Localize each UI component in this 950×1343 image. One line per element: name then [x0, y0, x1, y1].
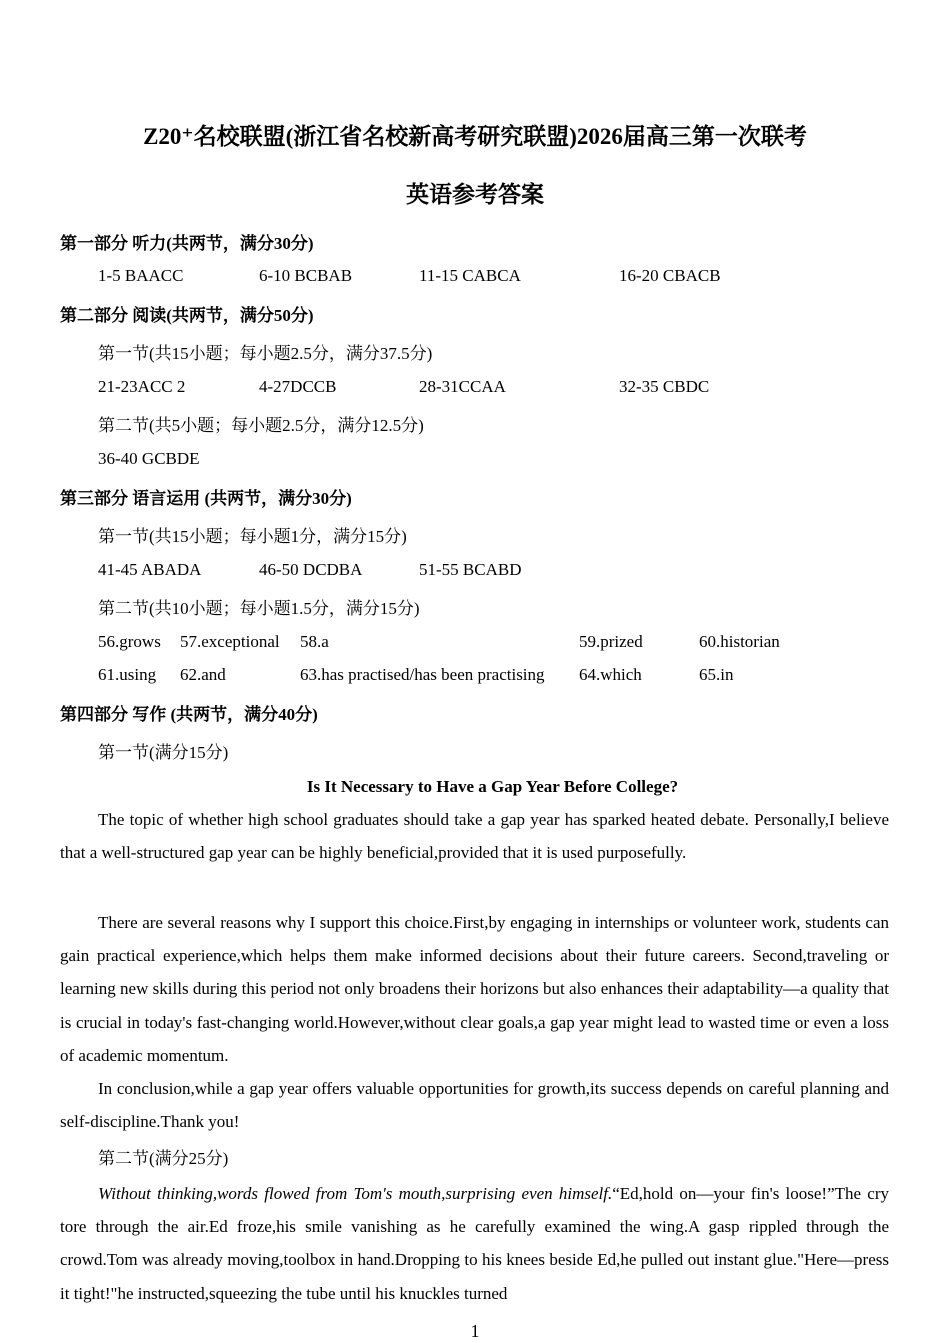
section-label: 第二节(共5小题；每小题2.5分，满分12.5分) [98, 416, 424, 435]
answer-group: 21-23ACC 2 [98, 377, 186, 396]
page-title: Z20⁺名校联盟(浙江省名校新高考研究联盟)2026届高三第一次联考 [143, 124, 807, 149]
fill-answer: 64.which [579, 665, 642, 684]
answer-group: 36-40 GCBDE [98, 449, 200, 468]
essay-paragraph: In conclusion,while a gap year offers valuable opportunities for growth,its success depends on careful planning and self-discipline.Thank you! [60, 1079, 889, 1132]
section-label: 第二节(满分25分) [98, 1149, 229, 1168]
answer-group: 11-15 CABCA [419, 266, 521, 285]
section-label: 第一节(共15小题；每小题1分，满分15分) [98, 527, 407, 546]
answer-group: 41-45 ABADA [98, 560, 202, 579]
fill-answer: 63.has practised/has been practising [300, 665, 545, 684]
story-continuation: “Ed,hold on—your fin's loose!”The cry tore through the air.Ed froze,his smile vanishing as he carefully examined the wing.A gasp rippled through the crowd.Tom was already moving,toolbox in hand.Dropping to his knees beside Ed,he pulled out instant glue."Here—press it tight!"he instructed,squeezing the tube until his knuckles turned [60, 1184, 889, 1303]
story-opening-sentence: Without thinking,words flowed from Tom's mouth,surprising even himself. [98, 1184, 613, 1203]
section-label: 第一节(满分15分) [98, 743, 229, 762]
part3-heading: 第三部分 语言运用 (共两节，满分30分) [60, 489, 352, 508]
answer-group: 6-10 BCBAB [259, 266, 353, 285]
answer-group: 1-5 BAACC [98, 266, 184, 285]
fill-answer: 65.in [699, 665, 734, 684]
answer-group: 28-31CCAA [419, 377, 506, 396]
section-label: 第一节(共15小题；每小题2.5分，满分37.5分) [98, 344, 433, 363]
essay-title: Is It Necessary to Have a Gap Year Before College? [306, 777, 679, 796]
page-number: 1 [470, 1321, 480, 1341]
part2-heading: 第二部分 阅读(共两节，满分50分) [60, 306, 314, 325]
fill-answer: 57.exceptional [180, 632, 280, 651]
page-subtitle: 英语参考答案 [406, 182, 544, 207]
answer-group: 51-55 BCABD [419, 560, 522, 579]
answer-group: 4-27DCCB [259, 377, 337, 396]
essay-paragraph: There are several reasons why I support this choice.First,by engaging in internships or volunteer work, students can gain practical experience,which helps them make informed decisions about their future careers. Second,traveling or learning new skills during this period not only broadens their horizons but also enhances their adaptability—a quality that is crucial in today's fast-changing world.However,without clear goals,a gap year might lead to wasted time or even a loss of academic momentum. [60, 913, 889, 1065]
story-paragraph [60, 1177, 889, 1310]
fill-answer: 59.prized [579, 632, 643, 651]
fill-answer: 61.using [98, 665, 157, 684]
fill-answer: 62.and [180, 665, 226, 684]
fill-answer: 58.a [300, 632, 329, 651]
fill-answer: 56.grows [98, 632, 161, 651]
part1-heading: 第一部分 听力(共两节，满分30分) [60, 234, 314, 253]
fill-answer: 60.historian [699, 632, 780, 651]
answer-group: 46-50 DCDBA [259, 560, 363, 579]
essay-paragraph: The topic of whether high school graduates should take a gap year has sparked heated debate. Personally,I believe that a well-structured gap year can be highly beneficial,provided that it is used purposefully. [60, 810, 889, 863]
answer-group: 32-35 CBDC [619, 377, 710, 396]
section-label: 第二节(共10小题；每小题1.5分，满分15分) [98, 599, 420, 618]
part4-heading: 第四部分 写作 (共两节，满分40分) [60, 705, 318, 724]
answer-group: 16-20 CBACB [619, 266, 721, 285]
